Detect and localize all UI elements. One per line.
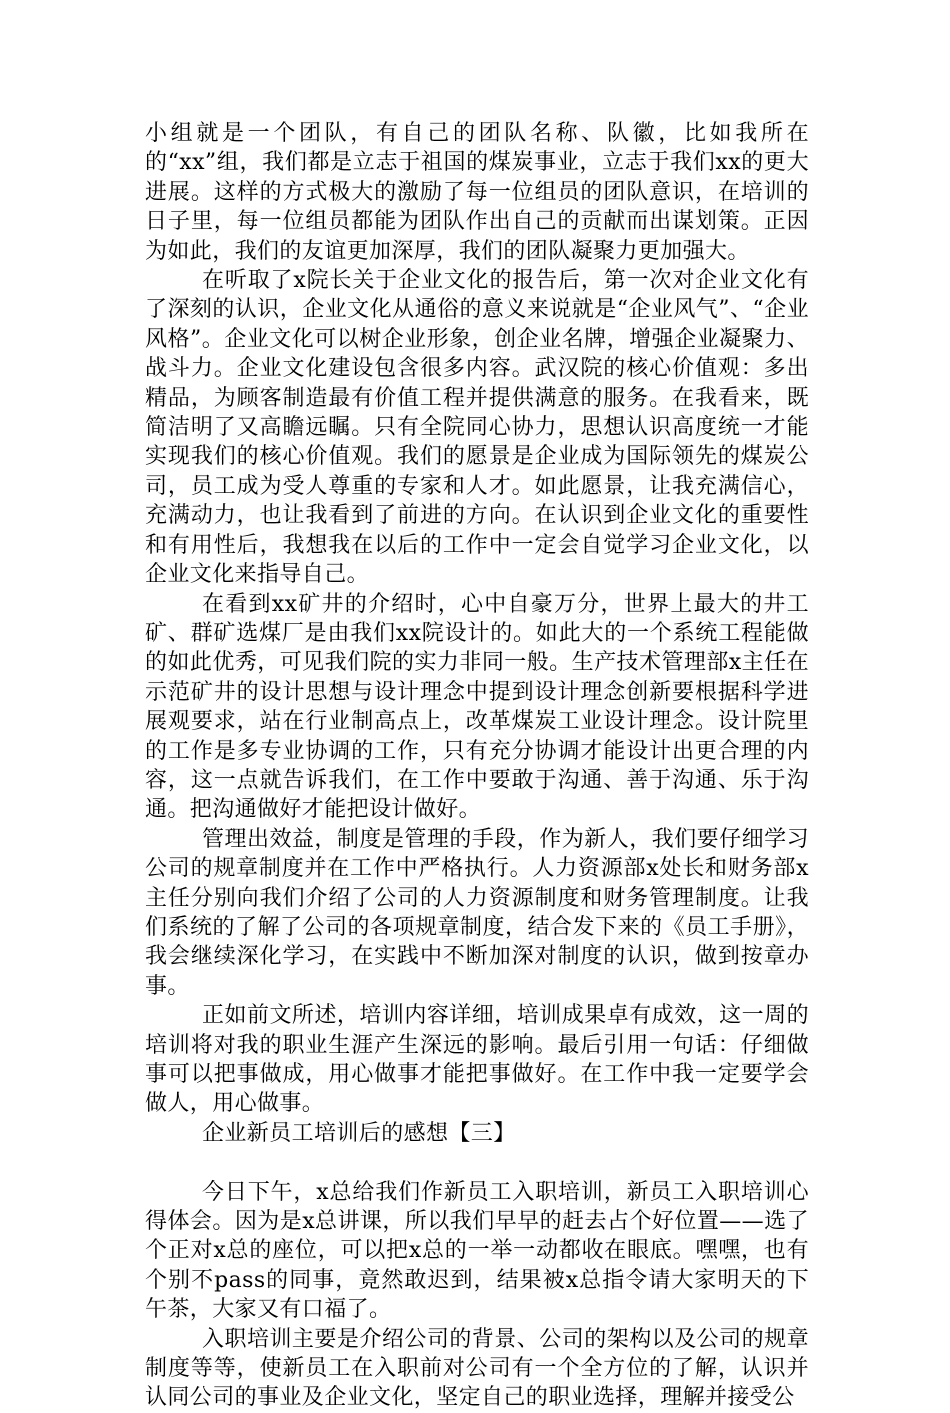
body-paragraph-3: 在看到xx矿井的介绍时，心中自豪万分，世界上最大的井工矿、群矿选煤厂是由我们xx院设计的。如此大的一个系统工程能做的如此优秀，可见我们院的实力非同一般。生产技术管理部x主任在示范矿井的设计思想与设计理念中提到设计理念创新要根据科学进展观要求，站在行业制高点上，改革煤炭工业设计理念。设计院里的工作是多专业协调的工作，只有充分协调才能设计出更合理的内容，这一点就告诉我们，在工作中要敢于沟通、善于沟通、乐于沟通。把沟通做好才能把设计做好。 — [145, 591, 809, 823]
blank-line — [145, 1148, 809, 1177]
section-paragraph-2: 入职培训主要是介绍公司的背景、公司的架构以及公司的规章制度等等，使新员工在入职前对公司有一个全方位的了解，认识并认同公司的事业及企业文化，坚定自己的职业选择，理解并接受公 — [145, 1326, 809, 1411]
document-page — [145, 119, 809, 1413]
section-paragraph-1: 今日下午，x总给我们作新员工入职培训，新员工入职培训心得体会。因为是x总讲课，所以我们早早的赶去占个好位置——选了个正对x总的座位，可以把x总的一举一动都收在眼底。嘿嘿，也有个别不pass的同事，竟然敢迟到，结果被x总指令请大家明天的下午茶，大家又有口福了。 — [145, 1179, 809, 1323]
body-paragraph-5: 正如前文所述，培训内容详细，培训成果卓有成效，这一周的培训将对我的职业生涯产生深远的影响。最后引用一句话：仔细做事可以把事做成，用心做事才能把事做好。在工作中我一定要学会做人，用心做事。 — [145, 1003, 809, 1117]
body-paragraph-2: 在听取了x院长关于企业文化的报告后，第一次对企业文化有了深刻的认识，企业文化从通俗的意义来说就是“企业风气”、“企业风格”。企业文化可以树企业形象，创企业名牌，增强企业凝聚力、战斗力。企业文化建设包含很多内容。武汉院的核心价值观：多出精品，为顾客制造最有价值工程并提供满意的服务。在我看来，既简洁明了又高瞻远瞩。只有全院同心协力，思想认识高度统一才能实现我们的核心价值观。我们的愿景是企业成为国际领先的煤炭公司，员工成为受人尊重的专家和人才。如此愿景，让我充满信心，充满动力，也让我看到了前进的方向。在认识到企业文化的重要性和有用性后，我想我在以后的工作中一定会自觉学习企业文化，以企业文化来指导自己。 — [145, 268, 809, 588]
body-paragraph-1: 小组就是一个团队，有自己的团队名称、队徽，比如我所在的“xx”组，我们都是立志于祖国的煤炭事业，立志于我们xx的更大进展。这样的方式极大的激励了每一位组员的团队意识，在培训的日子里，每一位组员都能为团队作出自己的贡献而出谋划策。正因为如此，我们的友谊更加深厚，我们的团队凝聚力更加强大。 — [145, 121, 809, 264]
body-paragraph-4: 管理出效益，制度是管理的手段，作为新人，我们要仔细学习公司的规章制度并在工作中严格执行。人力资源部x处长和财务部x主任分别向我们介绍了公司的人力资源制度和财务管理制度。让我们系统的了解了公司的各项规章制度，结合发下来的《员工手册》，我会继续深化学习，在实践中不断加深对制度的认识，做到按章办事。 — [145, 826, 809, 999]
section-heading: 企业新员工培训后的感想【三】 — [202, 1120, 516, 1146]
